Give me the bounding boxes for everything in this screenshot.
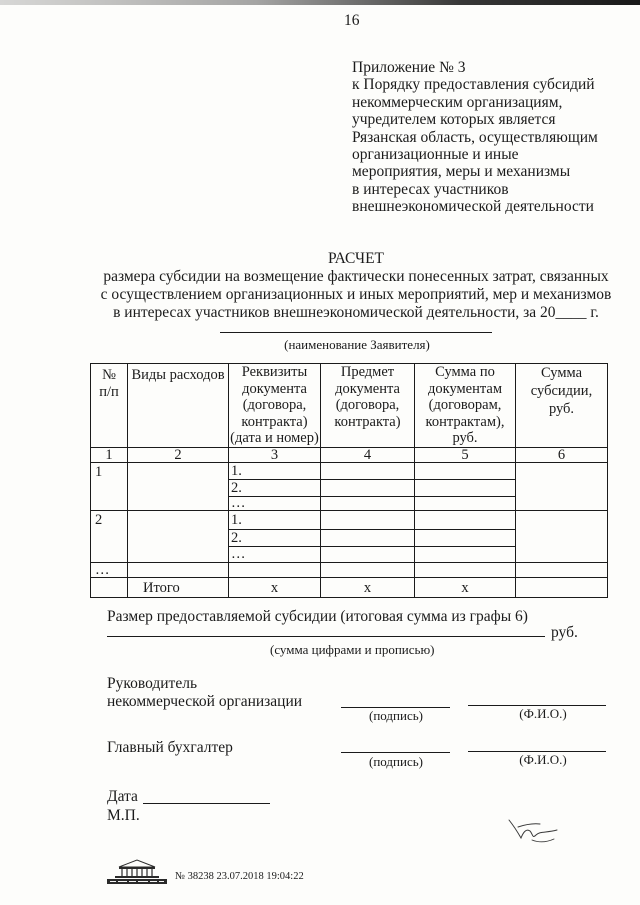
appendix-line: учредителем которых является <box>352 111 556 129</box>
document-details-cell: … <box>229 547 321 563</box>
column-number: 3 <box>229 448 321 463</box>
document-amount-cell <box>415 511 516 530</box>
subsidy-amount-cell <box>516 563 608 578</box>
page-number: 16 <box>344 12 360 29</box>
handwritten-signature-icon <box>505 815 561 845</box>
appendix-line: мероприятия, меры и механизмы <box>352 163 571 181</box>
document-amount-cell <box>415 530 516 547</box>
signature-caption: (подпись) <box>369 754 423 769</box>
document-subject-cell <box>321 497 415 511</box>
header-document-subject: Предмет документа (договора, контракта) <box>321 364 415 448</box>
expense-table <box>90 363 608 598</box>
subsidy-currency-unit: руб. <box>551 624 578 641</box>
applicant-name-line <box>220 332 492 333</box>
document-subtitle-line: в интересах участников внешнеэкономической деятельности, за 20____ г. <box>113 304 599 321</box>
date-line <box>143 803 270 804</box>
total-label: Итого <box>128 578 229 598</box>
document-subject-cell <box>321 530 415 547</box>
column-number: 6 <box>516 448 608 463</box>
subsidy-amount-cell <box>516 463 608 511</box>
appendix-line: некоммерческим организациям, <box>352 93 563 111</box>
total-mark: х <box>415 578 516 598</box>
column-number: 2 <box>128 448 229 463</box>
scan-edge-artifact <box>0 0 640 5</box>
appendix-line: внешнеэкономической деятельности <box>352 198 594 216</box>
document-subject-cell <box>321 463 415 480</box>
appendix-reference <box>352 59 598 216</box>
subsidy-amount-line <box>107 636 545 637</box>
header-subsidy-amount: Сумма субсидии, руб. <box>516 364 608 448</box>
document-details-cell: 1. <box>229 463 321 480</box>
signatory-role: Руководитель <box>107 675 198 692</box>
group-number: 2 <box>91 511 128 563</box>
expense-type-cell <box>128 463 229 511</box>
total-number-cell <box>91 578 128 598</box>
full-name-caption: (Ф.И.О.) <box>519 752 567 767</box>
document-amount-cell <box>415 480 516 497</box>
document-amount-cell <box>415 563 516 578</box>
document-details-cell: 1. <box>229 511 321 530</box>
document-amount-cell <box>415 497 516 511</box>
signature-caption: (подпись) <box>369 708 423 723</box>
document-details-cell: 2. <box>229 480 321 497</box>
subsidy-amount-caption: (сумма цифрами и прописью) <box>270 642 435 657</box>
header-row-number: № п/п <box>91 364 128 448</box>
document-amount-cell <box>415 547 516 563</box>
column-number: 5 <box>415 448 516 463</box>
continuation-marker: … <box>91 563 128 578</box>
document-subtitle-line: с осуществлением организационных и иных мероприятий, мер и механизмов <box>100 286 612 303</box>
table-row <box>91 511 608 530</box>
column-number: 4 <box>321 448 415 463</box>
appendix-line: к Порядку предоставления субсидий <box>352 76 595 94</box>
signatory-role: Главный бухгалтер <box>107 739 233 756</box>
seal-place-label: М.П. <box>107 807 140 824</box>
document-subject-cell <box>321 480 415 497</box>
document-details-cell <box>229 563 321 578</box>
document-details-cell: 2. <box>229 530 321 547</box>
table-row <box>91 463 608 480</box>
header-document-details: Реквизиты документа (договора, контракта) (дата и номер) <box>230 364 319 447</box>
appendix-line: Рязанская область, осуществляющим <box>352 128 598 146</box>
expense-type-cell <box>128 511 229 563</box>
subsidy-amount-label: Размер предоставляемой субсидии (итоговая сумма из графы 6) <box>107 608 528 625</box>
table-total-row <box>91 578 608 598</box>
total-subsidy-cell <box>516 578 608 598</box>
expense-type-cell <box>128 563 229 578</box>
document-amount-cell <box>415 463 516 480</box>
document-subject-cell <box>321 547 415 563</box>
signatory-role: некоммерческой организации <box>107 693 303 710</box>
document-details-cell: … <box>229 497 321 511</box>
column-number-row <box>91 448 608 463</box>
total-mark: х <box>321 578 415 598</box>
appendix-line: Приложение № 3 <box>352 59 466 76</box>
registration-stamp: № 38238 23.07.2018 19:04:22 <box>175 871 304 882</box>
signature-line <box>341 752 450 753</box>
document-subtitle-line: размера субсидии на возмещение фактически понесенных затрат, связанных <box>103 268 609 285</box>
registry-building-logo-icon <box>106 858 168 884</box>
table-header-row <box>91 364 608 448</box>
document-title: РАСЧЕТ <box>327 250 385 267</box>
column-number: 1 <box>91 448 128 463</box>
document-heading <box>96 250 616 322</box>
applicant-caption: (наименование Заявителя) <box>284 337 430 352</box>
total-mark: х <box>229 578 321 598</box>
header-document-amount: Сумма по документам (договорам, контрактам), руб. <box>415 364 516 448</box>
full-name-caption: (Ф.И.О.) <box>519 706 567 721</box>
date-label: Дата <box>107 788 138 805</box>
subsidy-amount-cell <box>516 511 608 563</box>
group-number: 1 <box>91 463 128 511</box>
appendix-line: в интересах участников <box>352 180 509 198</box>
document-subject-cell <box>321 563 415 578</box>
table-row-continuation <box>91 563 608 578</box>
appendix-line: организационные и иные <box>352 146 519 164</box>
document-subject-cell <box>321 511 415 530</box>
header-expense-type: Виды расходов <box>128 364 229 448</box>
